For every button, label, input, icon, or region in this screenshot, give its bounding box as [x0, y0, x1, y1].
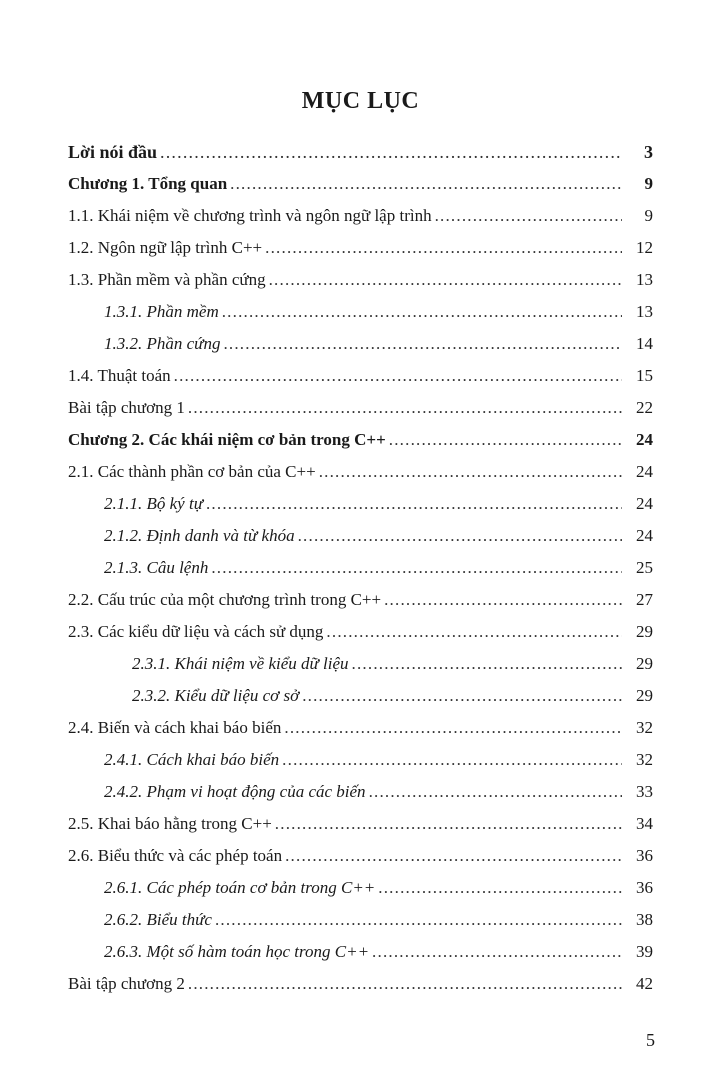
- toc-entry[interactable]: [0, 552, 721, 584]
- toc-entry-title: 1.3.1. Phần mềm: [104, 302, 219, 321]
- toc-entry-title: 2.6.2. Biểu thức: [104, 910, 212, 929]
- toc-entry-title: 2.1.1. Bộ ký tự: [104, 494, 203, 513]
- toc-entry-title: 2.6.3. Một số hàm toán học trong C++: [104, 942, 370, 961]
- toc-leader-dots: [302, 680, 622, 712]
- toc-leader-dots: [188, 968, 622, 1000]
- toc-entry-page: 24: [636, 494, 653, 513]
- toc-entry[interactable]: [0, 392, 721, 424]
- toc-entry-page: 36: [636, 878, 653, 897]
- toc-entry-page: 14: [636, 334, 653, 353]
- toc-entry[interactable]: [0, 360, 721, 392]
- toc-entry-title: Bài tập chương 1: [68, 398, 185, 417]
- toc-entry-page: 34: [636, 814, 653, 833]
- toc-entry-page: 29: [636, 654, 653, 673]
- toc-entry-page: 36: [636, 846, 653, 865]
- toc-entry-page: 32: [636, 718, 653, 737]
- toc-entry[interactable]: [0, 520, 721, 552]
- toc-leader-dots: [319, 456, 622, 488]
- toc-entry-page: 13: [636, 302, 653, 321]
- toc-leader-dots: [275, 808, 622, 840]
- toc-leader-dots: [326, 616, 622, 648]
- toc-entry-title: 2.5. Khai báo hằng trong C++: [68, 814, 272, 833]
- toc-entry-title: Chương 2. Các khái niệm cơ bản trong C++: [68, 430, 386, 449]
- toc-entry[interactable]: [0, 776, 721, 808]
- toc-entry-title: 2.3. Các kiểu dữ liệu và cách sử dụng: [68, 622, 324, 641]
- toc-entry-page: 38: [636, 910, 653, 929]
- toc-entry[interactable]: [0, 712, 721, 744]
- toc-leader-dots: [384, 584, 622, 616]
- toc-entry[interactable]: [0, 744, 721, 776]
- toc-entry[interactable]: [0, 872, 721, 904]
- toc-entry[interactable]: [0, 136, 721, 168]
- toc-entry[interactable]: [0, 328, 721, 360]
- toc-entry[interactable]: [0, 616, 721, 648]
- toc-entry-title: 2.4. Biến và cách khai báo biến: [68, 718, 282, 737]
- toc-entry-page: 9: [644, 206, 653, 225]
- toc-entry-title: 2.1. Các thành phần cơ bản của C++: [68, 462, 316, 481]
- toc-leader-dots: [215, 904, 622, 936]
- toc-entry-page: 42: [636, 974, 653, 993]
- toc-entry[interactable]: [0, 808, 721, 840]
- toc-entry-page: 24: [636, 430, 653, 449]
- toc-leader-dots: [378, 872, 622, 904]
- toc-leader-dots: [211, 552, 622, 584]
- toc-leader-dots: [284, 712, 622, 744]
- toc-entry-page: 15: [636, 366, 653, 385]
- toc-entry-title: Chương 1. Tổng quan: [68, 174, 228, 193]
- toc-entry-title: Lời nói đầu: [68, 142, 158, 162]
- toc-entry-page: 29: [636, 686, 653, 705]
- toc-entry[interactable]: [0, 584, 721, 616]
- toc-leader-dots: [230, 168, 622, 200]
- toc-entry-page: 24: [636, 526, 653, 545]
- toc-entry-title: 2.4.2. Phạm vi hoạt động của các biến: [104, 782, 366, 801]
- toc-entry-page: 13: [636, 270, 653, 289]
- page-number: 5: [646, 1030, 655, 1050]
- toc-leader-dots: [282, 744, 622, 776]
- toc-entry-title: 2.3.1. Khái niệm về kiểu dữ liệu: [132, 654, 349, 673]
- toc-entry-title: 2.1.2. Định danh và từ khóa: [104, 526, 295, 545]
- toc-entry-page: 29: [636, 622, 653, 641]
- toc-entry-page: 32: [636, 750, 653, 769]
- toc-entry-title: 2.2. Cấu trúc của một chương trình trong C++: [68, 590, 382, 609]
- toc-entry[interactable]: [0, 648, 721, 680]
- toc-leader-dots: [372, 936, 622, 968]
- toc-entry-page: 39: [636, 942, 653, 961]
- toc-entry-title: 1.2. Ngôn ngữ lập trình C++: [68, 238, 263, 257]
- toc-entry[interactable]: [0, 840, 721, 872]
- toc-entry-title: 2.3.2. Kiểu dữ liệu cơ sở: [132, 686, 300, 705]
- toc-entry-title: 2.4.1. Cách khai báo biến: [104, 750, 280, 769]
- toc-entry-title: 1.4. Thuật toán: [68, 366, 171, 385]
- toc-leader-dots: [265, 232, 622, 264]
- toc-entry[interactable]: [0, 232, 721, 264]
- toc-entry-page: 12: [636, 238, 653, 257]
- toc-entry-title: 2.6. Biểu thức và các phép toán: [68, 846, 283, 865]
- toc-entry-title: Bài tập chương 2: [68, 974, 185, 993]
- toc-entry[interactable]: [0, 936, 721, 968]
- toc-leader-dots: [223, 328, 622, 360]
- toc-entry[interactable]: [0, 296, 721, 328]
- toc-leader-dots: [188, 392, 622, 424]
- toc-leader-dots: [206, 488, 622, 520]
- toc-leader-dots: [352, 648, 622, 680]
- toc-entry-title: 1.3. Phần mềm và phần cứng: [68, 270, 266, 289]
- toc-entry-page: 3: [644, 142, 653, 162]
- toc-leader-dots: [435, 200, 622, 232]
- toc-leader-dots: [285, 840, 622, 872]
- toc-entry-page: 22: [636, 398, 653, 417]
- page-title: MỤC LỤC: [301, 88, 420, 114]
- toc-entry[interactable]: [0, 168, 721, 200]
- toc-leader-dots: [298, 520, 622, 552]
- toc-entry[interactable]: [0, 456, 721, 488]
- toc-entry-page: 33: [636, 782, 653, 801]
- toc-entry-title: 1.1. Khái niệm về chương trình và ngôn ngữ lập trình: [68, 206, 432, 225]
- toc-entry-page: 9: [644, 174, 653, 193]
- toc-entry[interactable]: [0, 968, 721, 1000]
- table-of-contents: [0, 136, 721, 1000]
- toc-entry[interactable]: [0, 488, 721, 520]
- toc-entry-page: 27: [636, 590, 653, 609]
- toc-leader-dots: [369, 776, 622, 808]
- toc-entry-title: 1.3.2. Phần cứng: [104, 334, 221, 353]
- toc-entry-title: 2.1.3. Câu lệnh: [104, 558, 209, 577]
- toc-leader-dots: [174, 360, 622, 392]
- toc-entry[interactable]: [0, 424, 721, 456]
- toc-leader-dots: [160, 136, 622, 168]
- toc-entry-title: 2.6.1. Các phép toán cơ bản trong C++: [104, 878, 376, 897]
- toc-entry-page: 24: [636, 462, 653, 481]
- toc-entry-page: 25: [636, 558, 653, 577]
- toc-entry[interactable]: [0, 264, 721, 296]
- toc-entry[interactable]: [0, 904, 721, 936]
- toc-leader-dots: [269, 264, 622, 296]
- toc-entry[interactable]: [0, 200, 721, 232]
- toc-leader-dots: [222, 296, 622, 328]
- toc-leader-dots: [389, 424, 622, 456]
- toc-entry[interactable]: [0, 680, 721, 712]
